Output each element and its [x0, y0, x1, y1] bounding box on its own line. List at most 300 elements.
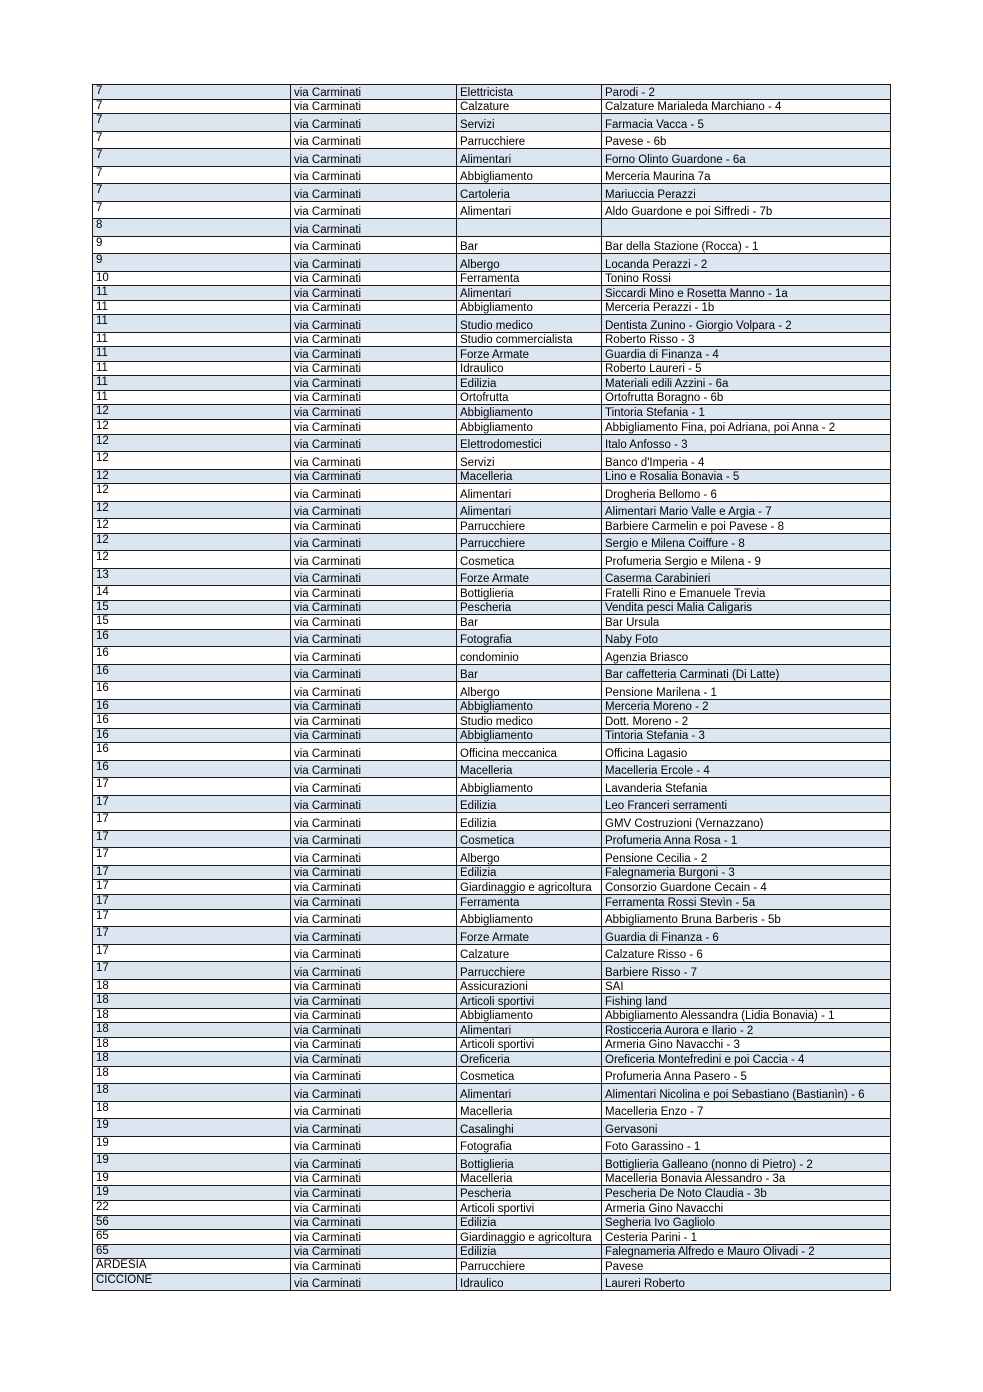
table-row: [93, 979, 891, 994]
civic-number-cell: 17: [93, 927, 291, 945]
street-cell: via Carminati: [291, 219, 457, 237]
category-cell: Edilizia: [457, 1215, 602, 1230]
street-cell: via Carminati: [291, 647, 457, 665]
table-row: [93, 1259, 891, 1274]
table-row: [93, 728, 891, 743]
table-row: [93, 600, 891, 615]
business-cell: Naby Foto: [602, 629, 891, 647]
table-row: [93, 1200, 891, 1215]
business-cell: Falegnameria Alfredo e Mauro Olivadi - 2: [602, 1244, 891, 1259]
civic-number-cell: 17: [93, 830, 291, 848]
street-cell: via Carminati: [291, 332, 457, 347]
table-row: [93, 778, 891, 796]
table-row: [93, 962, 891, 980]
business-cell: Parodi - 2: [602, 85, 891, 100]
table-row: [93, 927, 891, 945]
street-cell: via Carminati: [291, 1101, 457, 1119]
civic-number-cell: 9: [93, 254, 291, 272]
civic-number-cell: 11: [93, 286, 291, 301]
table-row: [93, 332, 891, 347]
street-cell: via Carminati: [291, 895, 457, 910]
category-cell: Casalinghi: [457, 1119, 602, 1137]
category-cell: Studio medico: [457, 714, 602, 729]
table-row: [93, 1066, 891, 1084]
category-cell: Parrucchiere: [457, 519, 602, 534]
business-cell: Tintoria Stefania - 1: [602, 405, 891, 420]
table-row: [93, 1101, 891, 1119]
category-cell: Bottiglieria: [457, 1154, 602, 1172]
table-row: [93, 813, 891, 831]
civic-number-cell: 16: [93, 629, 291, 647]
table-row: [93, 743, 891, 761]
category-cell: Cosmetica: [457, 1066, 602, 1084]
street-cell: via Carminati: [291, 682, 457, 700]
civic-number-cell: 7: [93, 131, 291, 149]
category-cell: Alimentari: [457, 149, 602, 167]
business-cell: Consorzio Guardone Cecain - 4: [602, 880, 891, 895]
business-cell: Abbigliamento Fina, poi Adriana, poi Anna - 2: [602, 420, 891, 435]
table-row: [93, 1052, 891, 1067]
business-cell: Drogheria Bellomo - 6: [602, 484, 891, 502]
civic-number-cell: 17: [93, 880, 291, 895]
business-cell: Siccardi Mino e Rosetta Manno - 1a: [602, 286, 891, 301]
civic-number-cell: 17: [93, 813, 291, 831]
business-cell: Roberto Risso - 3: [602, 332, 891, 347]
table-row: [93, 1084, 891, 1102]
civic-number-cell: 18: [93, 1008, 291, 1023]
category-cell: Oreficeria: [457, 1052, 602, 1067]
business-cell: Pensione Cecilia - 2: [602, 848, 891, 866]
business-cell: Lavanderia Stefania: [602, 778, 891, 796]
business-cell: Vendita pesci Malia Caligaris: [602, 600, 891, 615]
category-cell: Cosmetica: [457, 551, 602, 569]
civic-number-cell: 7: [93, 166, 291, 184]
table-row: [93, 1136, 891, 1154]
civic-number-cell: 12: [93, 533, 291, 551]
street-cell: via Carminati: [291, 944, 457, 962]
civic-number-cell: 11: [93, 332, 291, 347]
business-cell: Macelleria Enzo - 7: [602, 1101, 891, 1119]
civic-number-cell: 7: [93, 201, 291, 219]
table-row: [93, 647, 891, 665]
table-row: [93, 615, 891, 630]
street-cell: via Carminati: [291, 347, 457, 362]
street-cell: via Carminati: [291, 131, 457, 149]
street-cell: via Carminati: [291, 184, 457, 202]
civic-number-cell: 11: [93, 315, 291, 333]
street-cell: via Carminati: [291, 236, 457, 254]
category-cell: Bar: [457, 615, 602, 630]
table-row: [93, 944, 891, 962]
table-row: [93, 519, 891, 534]
street-cell: via Carminati: [291, 795, 457, 813]
category-cell: Servizi: [457, 114, 602, 132]
business-cell: GMV Costruzioni (Vernazzano): [602, 813, 891, 831]
business-cell: Merceria Maurina 7a: [602, 166, 891, 184]
category-cell: Albergo: [457, 254, 602, 272]
street-cell: via Carminati: [291, 629, 457, 647]
category-cell: Bottiglieria: [457, 586, 602, 601]
street-cell: via Carminati: [291, 390, 457, 405]
business-cell: Foto Garassino - 1: [602, 1136, 891, 1154]
civic-number-cell: 56: [93, 1215, 291, 1230]
civic-number-cell: 7: [93, 85, 291, 100]
business-cell: Dentista Zunino - Giorgio Volpara - 2: [602, 315, 891, 333]
category-cell: Alimentari: [457, 484, 602, 502]
street-cell: via Carminati: [291, 1136, 457, 1154]
street-cell: via Carminati: [291, 484, 457, 502]
business-cell: Bar della Stazione (Rocca) - 1: [602, 236, 891, 254]
category-cell: Assicurazioni: [457, 979, 602, 994]
category-cell: Edilizia: [457, 376, 602, 391]
category-cell: Forze Armate: [457, 927, 602, 945]
street-cell: via Carminati: [291, 909, 457, 927]
table-row: [93, 586, 891, 601]
civic-number-cell: 18: [93, 1052, 291, 1067]
civic-number-cell: 11: [93, 361, 291, 376]
table-row: [93, 1244, 891, 1259]
civic-number-cell: 18: [93, 994, 291, 1009]
street-cell: via Carminati: [291, 1273, 457, 1291]
table-row: [93, 361, 891, 376]
street-cell: via Carminati: [291, 519, 457, 534]
table-row: [93, 390, 891, 405]
street-cell: via Carminati: [291, 376, 457, 391]
street-cell: via Carminati: [291, 979, 457, 994]
street-cell: via Carminati: [291, 286, 457, 301]
category-cell: Cosmetica: [457, 830, 602, 848]
category-cell: Ortofrutta: [457, 390, 602, 405]
civic-number-cell: 19: [93, 1136, 291, 1154]
civic-number-cell: 11: [93, 300, 291, 315]
table-row: [93, 895, 891, 910]
civic-number-cell: 16: [93, 647, 291, 665]
civic-number-cell: 7: [93, 114, 291, 132]
table-row: [93, 714, 891, 729]
table-row: [93, 1023, 891, 1038]
street-cell: via Carminati: [291, 361, 457, 376]
civic-number-cell: 7: [93, 184, 291, 202]
category-cell: Abbigliamento: [457, 909, 602, 927]
table-row: [93, 271, 891, 286]
table-row: [93, 682, 891, 700]
table-row: [93, 699, 891, 714]
civic-number-cell: 17: [93, 865, 291, 880]
business-cell: Cesteria Parini - 1: [602, 1230, 891, 1245]
shops-table-body: [93, 85, 891, 1291]
street-cell: via Carminati: [291, 813, 457, 831]
street-cell: via Carminati: [291, 85, 457, 100]
street-cell: via Carminati: [291, 1023, 457, 1038]
category-cell: Abbigliamento: [457, 300, 602, 315]
street-cell: via Carminati: [291, 1066, 457, 1084]
table-row: [93, 149, 891, 167]
street-cell: via Carminati: [291, 1171, 457, 1186]
street-cell: via Carminati: [291, 1154, 457, 1172]
business-cell: Falegnameria Burgoni - 3: [602, 865, 891, 880]
street-cell: via Carminati: [291, 1230, 457, 1245]
table-row: [93, 533, 891, 551]
category-cell: condominio: [457, 647, 602, 665]
category-cell: Abbigliamento: [457, 1008, 602, 1023]
table-row: [93, 1273, 891, 1291]
category-cell: Cartoleria: [457, 184, 602, 202]
table-row: [93, 166, 891, 184]
street-cell: via Carminati: [291, 865, 457, 880]
category-cell: Parrucchiere: [457, 533, 602, 551]
civic-number-cell: 16: [93, 728, 291, 743]
civic-number-cell: 19: [93, 1119, 291, 1137]
street-cell: via Carminati: [291, 271, 457, 286]
civic-number-cell: 15: [93, 600, 291, 615]
business-cell: Ortofrutta Boragno - 6b: [602, 390, 891, 405]
category-cell: Edilizia: [457, 1244, 602, 1259]
business-cell: Lino e Rosalia Bonavia - 5: [602, 469, 891, 484]
business-cell: SAI: [602, 979, 891, 994]
civic-number-cell: 17: [93, 962, 291, 980]
category-cell: Alimentari: [457, 501, 602, 519]
business-cell: Italo Anfosso - 3: [602, 434, 891, 452]
table-row: [93, 1154, 891, 1172]
street-cell: via Carminati: [291, 149, 457, 167]
category-cell: Parrucchiere: [457, 1259, 602, 1274]
category-cell: Forze Armate: [457, 347, 602, 362]
street-cell: via Carminati: [291, 760, 457, 778]
business-cell: Mariuccia Perazzi: [602, 184, 891, 202]
business-cell: Profumeria Sergio e Milena - 9: [602, 551, 891, 569]
street-cell: via Carminati: [291, 405, 457, 420]
business-cell: Pensione Marilena - 1: [602, 682, 891, 700]
category-cell: Macelleria: [457, 1101, 602, 1119]
business-cell: Ferramenta Rossi Stevìn - 5a: [602, 895, 891, 910]
table-row: [93, 286, 891, 301]
business-cell: Laureri Roberto: [602, 1273, 891, 1291]
civic-number-cell: 12: [93, 519, 291, 534]
category-cell: Pescheria: [457, 600, 602, 615]
table-row: [93, 880, 891, 895]
business-cell: Forno Olinto Guardone - 6a: [602, 149, 891, 167]
category-cell: Calzature: [457, 99, 602, 114]
civic-number-cell: 7: [93, 149, 291, 167]
civic-number-cell: 18: [93, 1037, 291, 1052]
table-row: [93, 501, 891, 519]
civic-number-cell: 16: [93, 699, 291, 714]
table-row: [93, 99, 891, 114]
business-cell: Oreficeria Montefredini e poi Caccia - 4: [602, 1052, 891, 1067]
civic-number-cell: 12: [93, 452, 291, 470]
business-cell: Armeria Gino Navacchi: [602, 1200, 891, 1215]
category-cell: Officina meccanica: [457, 743, 602, 761]
table-row: [93, 434, 891, 452]
business-cell: Materiali edili Azzini - 6a: [602, 376, 891, 391]
shops-table: [92, 84, 891, 1291]
street-cell: via Carminati: [291, 927, 457, 945]
civic-number-cell: 18: [93, 1101, 291, 1119]
table-row: [93, 469, 891, 484]
civic-number-cell: 16: [93, 743, 291, 761]
business-cell: Calzature Risso - 6: [602, 944, 891, 962]
table-row: [93, 848, 891, 866]
civic-number-cell: CICCIONE: [93, 1273, 291, 1291]
street-cell: via Carminati: [291, 434, 457, 452]
street-cell: via Carminati: [291, 962, 457, 980]
category-cell: Studio medico: [457, 315, 602, 333]
civic-number-cell: 15: [93, 615, 291, 630]
category-cell: Edilizia: [457, 813, 602, 831]
street-cell: via Carminati: [291, 166, 457, 184]
category-cell: Bar: [457, 664, 602, 682]
civic-number-cell: 12: [93, 501, 291, 519]
business-cell: Bar caffetteria Carminati (Di Latte): [602, 664, 891, 682]
business-cell: Merceria Moreno - 2: [602, 699, 891, 714]
business-cell: Merceria Perazzi - 1b: [602, 300, 891, 315]
business-cell: Profumeria Anna Pasero - 5: [602, 1066, 891, 1084]
table-row: [93, 131, 891, 149]
table-row: [93, 1186, 891, 1201]
business-cell: Officina Lagasio: [602, 743, 891, 761]
street-cell: via Carminati: [291, 880, 457, 895]
business-cell: Bar Ursula: [602, 615, 891, 630]
table-row: [93, 865, 891, 880]
category-cell: Abbigliamento: [457, 778, 602, 796]
street-cell: via Carminati: [291, 743, 457, 761]
category-cell: Parrucchiere: [457, 131, 602, 149]
business-cell: Guardia di Finanza - 6: [602, 927, 891, 945]
business-cell: Abbigliamento Bruna Barberis - 5b: [602, 909, 891, 927]
category-cell: Abbigliamento: [457, 405, 602, 420]
civic-number-cell: 11: [93, 390, 291, 405]
table-row: [93, 300, 891, 315]
civic-number-cell: 12: [93, 405, 291, 420]
business-cell: Alimentari Nicolina e poi Sebastiano (Bastianìn) - 6: [602, 1084, 891, 1102]
business-cell: Pescheria De Noto Claudia - 3b: [602, 1186, 891, 1201]
category-cell: Alimentari: [457, 201, 602, 219]
civic-number-cell: 16: [93, 760, 291, 778]
street-cell: via Carminati: [291, 201, 457, 219]
civic-number-cell: 22: [93, 1200, 291, 1215]
table-row: [93, 376, 891, 391]
category-cell: Edilizia: [457, 795, 602, 813]
category-cell: Alimentari: [457, 286, 602, 301]
category-cell: Macelleria: [457, 1171, 602, 1186]
street-cell: via Carminati: [291, 830, 457, 848]
street-cell: via Carminati: [291, 1052, 457, 1067]
civic-number-cell: 12: [93, 434, 291, 452]
street-cell: via Carminati: [291, 1037, 457, 1052]
category-cell: Albergo: [457, 848, 602, 866]
category-cell: Fotografia: [457, 629, 602, 647]
street-cell: via Carminati: [291, 469, 457, 484]
category-cell: Idraulico: [457, 1273, 602, 1291]
civic-number-cell: 18: [93, 1066, 291, 1084]
street-cell: via Carminati: [291, 1119, 457, 1137]
table-row: [93, 236, 891, 254]
category-cell: Calzature: [457, 944, 602, 962]
civic-number-cell: 13: [93, 568, 291, 586]
table-row: [93, 315, 891, 333]
street-cell: via Carminati: [291, 1259, 457, 1274]
table-row: [93, 629, 891, 647]
category-cell: Macelleria: [457, 760, 602, 778]
civic-number-cell: 17: [93, 944, 291, 962]
street-cell: via Carminati: [291, 1215, 457, 1230]
table-row: [93, 1037, 891, 1052]
civic-number-cell: 12: [93, 551, 291, 569]
civic-number-cell: 19: [93, 1171, 291, 1186]
civic-number-cell: 10: [93, 271, 291, 286]
category-cell: Ferramenta: [457, 271, 602, 286]
civic-number-cell: 9: [93, 236, 291, 254]
civic-number-cell: 8: [93, 219, 291, 237]
street-cell: via Carminati: [291, 114, 457, 132]
business-cell: Agenzia Briasco: [602, 647, 891, 665]
business-cell: Profumeria Anna Rosa - 1: [602, 830, 891, 848]
business-cell: Gervasoni: [602, 1119, 891, 1137]
business-cell: Fratelli Rino e Emanuele Trevia: [602, 586, 891, 601]
street-cell: via Carminati: [291, 714, 457, 729]
table-row: [93, 830, 891, 848]
business-cell: Armeria Gino Navacchi - 3: [602, 1037, 891, 1052]
category-cell: Articoli sportivi: [457, 1200, 602, 1215]
street-cell: via Carminati: [291, 420, 457, 435]
street-cell: via Carminati: [291, 1008, 457, 1023]
table-row: [93, 994, 891, 1009]
civic-number-cell: 16: [93, 664, 291, 682]
category-cell: Articoli sportivi: [457, 994, 602, 1009]
table-row: [93, 484, 891, 502]
civic-number-cell: 12: [93, 469, 291, 484]
civic-number-cell: 12: [93, 420, 291, 435]
civic-number-cell: 65: [93, 1244, 291, 1259]
business-cell: Abbigliamento Alessandra (Lidia Bonavia) - 1: [602, 1008, 891, 1023]
street-cell: via Carminati: [291, 533, 457, 551]
table-row: [93, 114, 891, 132]
category-cell: Macelleria: [457, 469, 602, 484]
street-cell: via Carminati: [291, 254, 457, 272]
table-row: [93, 1119, 891, 1137]
category-cell: Forze Armate: [457, 568, 602, 586]
business-cell: Guardia di Finanza - 4: [602, 347, 891, 362]
street-cell: via Carminati: [291, 1244, 457, 1259]
street-cell: via Carminati: [291, 615, 457, 630]
table-row: [93, 760, 891, 778]
business-cell: Locanda Perazzi - 2: [602, 254, 891, 272]
table-row: [93, 909, 891, 927]
category-cell: Abbigliamento: [457, 728, 602, 743]
business-cell: Dott. Moreno - 2: [602, 714, 891, 729]
table-row: [93, 184, 891, 202]
street-cell: via Carminati: [291, 728, 457, 743]
street-cell: via Carminati: [291, 452, 457, 470]
civic-number-cell: 17: [93, 795, 291, 813]
business-cell: Barbiere Carmelin e poi Pavese - 8: [602, 519, 891, 534]
business-cell: Caserma Carabinieri: [602, 568, 891, 586]
street-cell: via Carminati: [291, 501, 457, 519]
business-cell: Macelleria Ercole - 4: [602, 760, 891, 778]
table-row: [93, 1215, 891, 1230]
street-cell: via Carminati: [291, 551, 457, 569]
civic-number-cell: 19: [93, 1154, 291, 1172]
category-cell: [457, 219, 602, 237]
civic-number-cell: 17: [93, 778, 291, 796]
business-cell: Leo Franceri serramenti: [602, 795, 891, 813]
category-cell: Giardinaggio e agricoltura: [457, 1230, 602, 1245]
category-cell: Elettricista: [457, 85, 602, 100]
category-cell: Alimentari: [457, 1023, 602, 1038]
business-cell: Tintoria Stefania - 3: [602, 728, 891, 743]
civic-number-cell: 17: [93, 848, 291, 866]
street-cell: via Carminati: [291, 99, 457, 114]
